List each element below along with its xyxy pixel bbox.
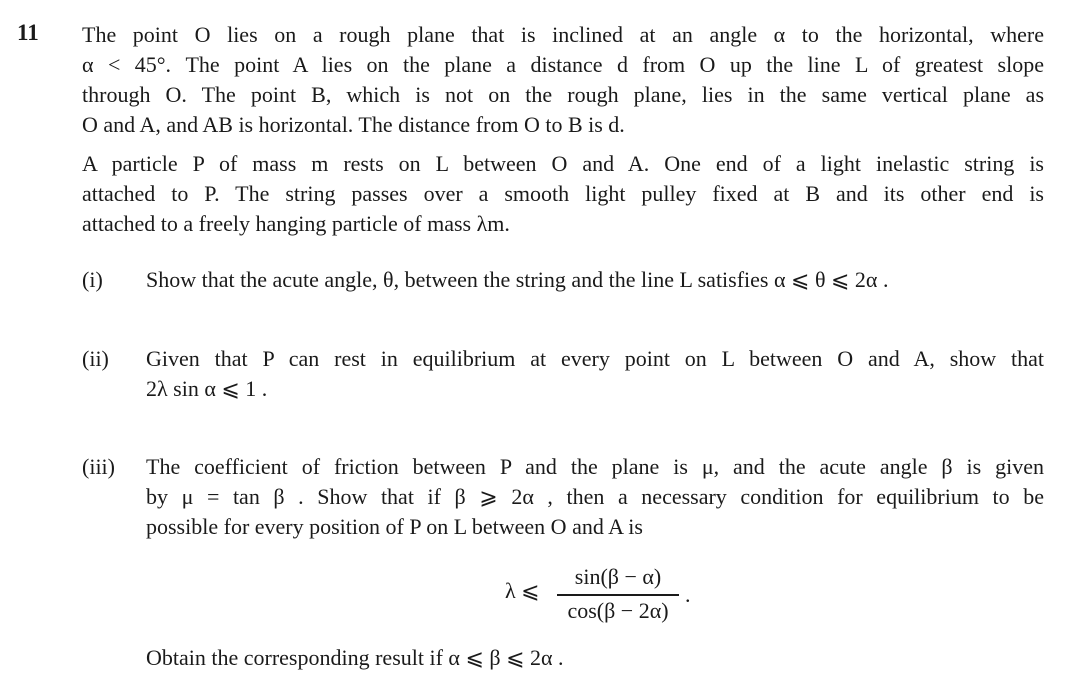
part-line: possible for every position of P on L between O and A is — [146, 514, 643, 539]
setup-line: attached to a freely hanging particle of mass λm. — [82, 211, 510, 236]
intro-line: O and A, and AB is horizontal. The distance from O to B is d. — [82, 112, 625, 137]
intro-line: through O. The point B, which is not on the rough plane, lies in the same vertical plane as — [82, 82, 1044, 107]
part-label: (ii) — [82, 346, 109, 371]
part-closing-line: Obtain the corresponding result if α ⩽ β ⩽ 2α . — [146, 645, 564, 670]
part-line: Show that the acute angle, θ, between the string and the line L satisfies α ⩽ θ ⩽ 2α . — [146, 267, 889, 292]
part-line: 2λ sin α ⩽ 1 . — [146, 376, 268, 401]
setup-line: A particle P of mass m rests on L between O and A. One end of a light inelastic string is — [82, 151, 1044, 176]
intro-line: The point O lies on a rough plane that is inclined at an angle α to the horizontal, where — [82, 22, 1044, 47]
setup-line: attached to P. The string passes over a smooth light pulley fixed at B and its other end is — [82, 181, 1044, 206]
part-line: The coefficient of friction between P and the plane is μ, and the acute angle β is given — [146, 454, 1044, 479]
formula-numerator: sin(β − α) — [574, 564, 662, 589]
question-number: 11 — [17, 20, 39, 45]
part-label: (iii) — [82, 454, 115, 479]
part-line: Given that P can rest in equilibrium at every point on L between O and A, show that — [146, 346, 1044, 371]
formula-trailing-dot: . — [685, 582, 691, 607]
formula-lhs: λ ⩽ — [505, 578, 540, 603]
part-label: (i) — [82, 267, 103, 292]
intro-line: α < 45°. The point A lies on the plane a distance d from O up the line L of greatest slope — [82, 52, 1044, 77]
formula-denominator: cos(β − 2α) — [567, 598, 669, 623]
part-line: by μ = tan β . Show that if β ⩾ 2α , then a necessary condition for equilibrium to be — [146, 484, 1044, 509]
